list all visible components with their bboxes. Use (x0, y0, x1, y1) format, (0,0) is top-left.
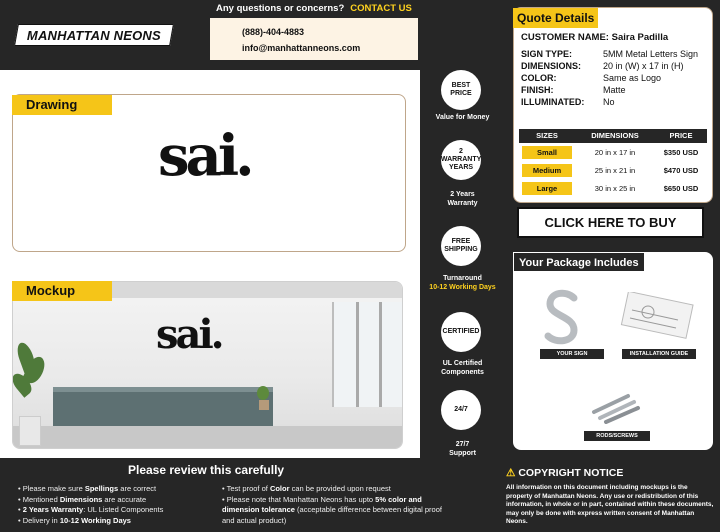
contact-us-link[interactable]: CONTACT US (350, 3, 412, 14)
mockup-floor (13, 426, 402, 448)
contact-box (210, 18, 418, 60)
company-logo[interactable]: MANHATTAN NEONS (14, 24, 174, 46)
small-plant-icon (253, 386, 275, 412)
support-label: 27/7 Support (449, 441, 476, 457)
ul-certified-label: UL Certified Components (441, 360, 484, 376)
copyright-title: ⚠ COPYRIGHT NOTICE (506, 467, 624, 479)
warranty-badge-icon: 2 WARRANTY YEARS (441, 140, 481, 180)
warranty-label: 2 Years Warranty (447, 191, 478, 207)
dimensions-row: DIMENSIONS: 20 in (W) x 17 in (H) (521, 61, 684, 71)
size-price-table (519, 129, 707, 197)
support-phone-icon: 24/7 (441, 390, 481, 430)
package-title: Your Package Includes (513, 252, 645, 272)
value-for-money-label: Value for Money (435, 114, 490, 121)
finish-row: FINISH: Matte (521, 85, 626, 95)
illuminated-row: ILLUMINATED: No (521, 97, 615, 107)
best-price-badge-icon: BEST PRICE (441, 70, 481, 110)
blueprint-icon (618, 292, 698, 340)
buy-button[interactable]: CLICK HERE TO BUY (517, 207, 704, 238)
free-shipping-badge-icon: FREE SHIPPING (441, 226, 481, 266)
customer-name: Saira Padilla (611, 32, 669, 43)
drawing-logo: sai. (158, 123, 251, 189)
mockup-panel (12, 281, 403, 449)
quote-title: Quote Details (513, 8, 598, 28)
mockup-logo: sai. (156, 311, 222, 358)
mockup-label: Mockup (12, 281, 112, 301)
screws-icon (588, 388, 642, 424)
plant-icon (15, 342, 45, 422)
review-bullets-right: • Test proof of Color can be provided upon request • Please note that Manhattan Neons has upto 5% color and dimension tolerance (acceptable difference between digital proof and actual product) (222, 484, 442, 525)
package-item-label: YOUR SIGN (540, 349, 604, 359)
table-row[interactable]: Small 20 in x 17 in $350 USD (519, 143, 707, 161)
turnaround-label: Turnaround 10-12 Working Days (429, 275, 496, 291)
certified-badge-icon: CERTIFIED (441, 312, 481, 352)
warning-icon: ⚠ (506, 467, 516, 479)
sign-type-row: SIGN TYPE: 5MM Metal Letters Sign (521, 49, 699, 59)
copyright-text: All information on this document including mockups is the property of Manhattan Neons. Any use or redistribution of this information, in whole or in part, contained within these documents, may only be done with express written consent of Manhattan Neons. (506, 484, 714, 525)
package-item-label: INSTALLATION GUIDE (622, 349, 696, 359)
phone-number[interactable]: (888)-404-4883 (242, 27, 305, 37)
sign-letter-icon (540, 288, 584, 346)
questions-line: Any questions or concerns? CONTACT US (216, 3, 412, 14)
customer-line: CUSTOMER NAME: Saira Padilla (521, 32, 669, 43)
package-item-label: RODS/SCREWS (584, 431, 650, 441)
color-row: COLOR: Same as Logo (521, 73, 662, 83)
table-header: SIZES DIMENSIONS PRICE (519, 129, 707, 143)
email-address[interactable]: info@manhattanneons.com (242, 43, 361, 53)
table-row[interactable]: Large 30 in x 25 in $650 USD (519, 179, 707, 197)
drawing-label: Drawing (12, 95, 112, 115)
table-row[interactable]: Medium 25 in x 21 in $470 USD (519, 161, 707, 179)
review-bullets-left: • Please make sure Spellings are correct • Mentioned Dimensions are accurate • 2 Years Warranty: UL Listed Components • Delivery in 10-12 Working Days (18, 484, 164, 525)
review-title: Please review this carefully (128, 463, 285, 477)
mockup-window (332, 302, 402, 407)
